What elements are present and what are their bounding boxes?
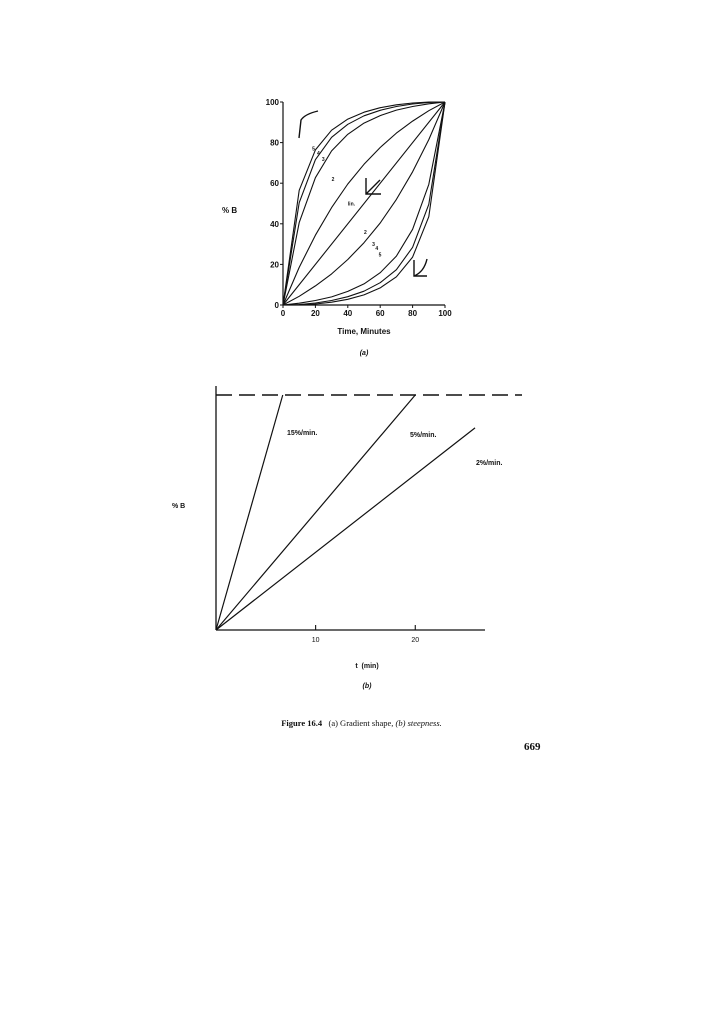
chart-a bbox=[222, 98, 452, 357]
chart-b-panel-label: (b) bbox=[362, 683, 372, 690]
caption-part-b: (b) steepness. bbox=[395, 718, 442, 728]
chart-a-ticks bbox=[266, 98, 453, 318]
chart-a-curve-label: 4 bbox=[317, 150, 320, 157]
chart-a-x-tick-label: 100 bbox=[438, 309, 452, 318]
chart-b-series-label: 5%/min. bbox=[410, 432, 437, 439]
chart-a-shape-icons bbox=[299, 111, 427, 276]
chart-b-x-tick-label: 20 bbox=[411, 637, 420, 644]
chart-a-x-tick-label: 0 bbox=[280, 309, 286, 318]
chart-a-y-tick-label: 40 bbox=[270, 219, 279, 229]
chart-b-series-line bbox=[216, 428, 475, 630]
chart-b-series-line bbox=[216, 395, 283, 630]
chart-a-curve-label: lin. bbox=[347, 201, 356, 208]
concave-gradient-icon bbox=[414, 259, 427, 276]
caption-part-a: (a) Gradient shape, bbox=[328, 718, 394, 728]
chart-a-y-tick-label: 60 bbox=[270, 179, 279, 189]
chart-b bbox=[172, 386, 522, 690]
chart-b-series-label: 15%/min. bbox=[287, 430, 318, 437]
chart-b-axes bbox=[216, 386, 522, 630]
chart-a-series-line bbox=[283, 102, 445, 305]
chart-a-x-tick-label: 20 bbox=[310, 309, 320, 318]
chart-b-x-tick-label: 10 bbox=[311, 637, 320, 644]
chart-b-series-label: 2%/min. bbox=[476, 460, 503, 467]
chart-a-x-tick-label: 40 bbox=[343, 309, 353, 318]
chart-a-curve-labels bbox=[312, 147, 381, 259]
chart-a-curve-label: 5 bbox=[312, 146, 315, 153]
chart-a-y-tick-label: 80 bbox=[270, 138, 279, 148]
chart-a-ylabel: % B bbox=[222, 206, 238, 215]
page-number: 669 bbox=[524, 741, 541, 753]
chart-a-curve-label: 2 bbox=[331, 177, 335, 184]
chart-b-ticks bbox=[312, 625, 420, 644]
chart-a-y-tick-label: 100 bbox=[265, 98, 279, 107]
figure-caption bbox=[0, 718, 723, 728]
chart-a-curve-label: 4 bbox=[375, 246, 379, 253]
chart-b-ylabel: % B bbox=[172, 503, 186, 510]
chart-a-x-tick-label: 80 bbox=[408, 309, 418, 318]
chart-a-curve-label: 5 bbox=[378, 252, 382, 259]
chart-a-x-tick-label: 60 bbox=[375, 309, 385, 318]
chart-b-xlabel: t (min) bbox=[355, 663, 379, 670]
chart-a-curve-label: 2 bbox=[364, 229, 367, 236]
chart-a-curve-label: 3 bbox=[321, 156, 325, 163]
chart-b-series-labels bbox=[287, 430, 503, 467]
convex-gradient-icon bbox=[299, 111, 318, 138]
chart-a-y-tick-label: 20 bbox=[270, 260, 279, 270]
chart-b-lines bbox=[216, 395, 475, 630]
chart-a-xlabel: Time, Minutes bbox=[337, 327, 391, 336]
chart-a-y-tick-label: 0 bbox=[274, 301, 279, 310]
figure-number: Figure 16.4 bbox=[281, 718, 323, 728]
chart-a-curve-label: 3 bbox=[372, 242, 375, 249]
chart-a-curves bbox=[283, 102, 445, 305]
chart-a-panel-label: (a) bbox=[359, 350, 369, 357]
